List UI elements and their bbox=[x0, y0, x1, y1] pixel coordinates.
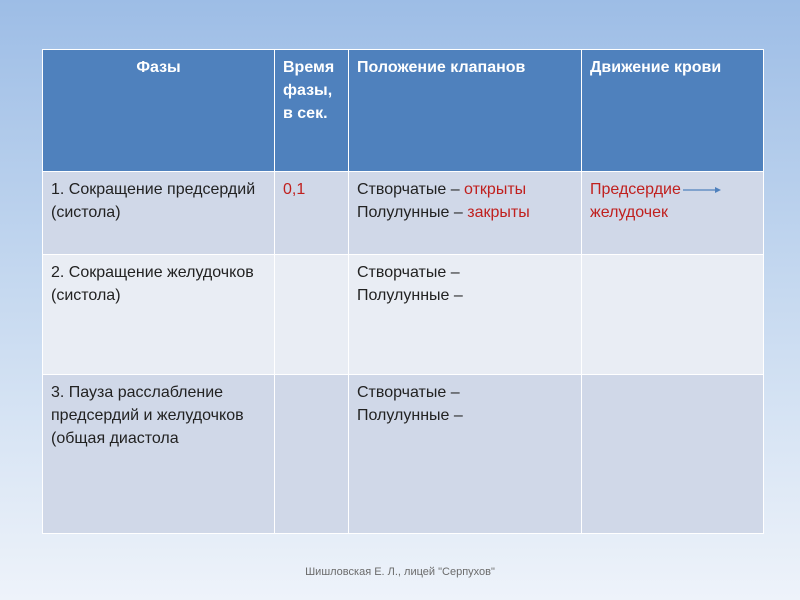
table-row bbox=[43, 375, 764, 534]
header-blood-flow: Движение крови bbox=[582, 50, 764, 172]
table-row bbox=[43, 255, 764, 375]
header-time: Время фазы, в сек. bbox=[275, 50, 349, 172]
phases-table-container bbox=[42, 49, 763, 533]
valves-cell bbox=[349, 375, 582, 534]
valve-label: Полулунные – bbox=[357, 407, 463, 424]
blood-flow-cell bbox=[582, 375, 764, 534]
valve-line bbox=[357, 201, 573, 224]
arrow-right-icon bbox=[683, 178, 721, 201]
time-cell: 0,1 bbox=[275, 172, 349, 255]
time-cell bbox=[275, 375, 349, 534]
valve-label: Створчатые – bbox=[357, 264, 460, 281]
blood-flow-to: желудочек bbox=[590, 204, 668, 222]
blood-flow-line bbox=[590, 178, 755, 201]
footer-credit: Шишловская Е. Л., лицей "Серпухов" bbox=[305, 566, 495, 578]
table-row bbox=[43, 172, 764, 255]
time-cell bbox=[275, 255, 349, 375]
valve-label: Полулунные – bbox=[357, 204, 468, 221]
valve-line bbox=[357, 178, 573, 201]
phase-cell: 3. Пауза расслабление предсердий и желудочков (общая диастола bbox=[43, 375, 275, 534]
header-valves: Положение клапанов bbox=[349, 50, 582, 172]
valve-label: Створчатые – bbox=[357, 181, 465, 198]
header-row bbox=[43, 50, 764, 172]
phase-cell: 2. Сокращение желудочков (систола) bbox=[43, 255, 275, 375]
heart-cycle-table bbox=[42, 49, 764, 534]
valve-label: Створчатые – bbox=[357, 384, 460, 401]
blood-flow-cell bbox=[582, 172, 764, 255]
valve-label: Полулунные – bbox=[357, 287, 463, 304]
valves-cell bbox=[349, 172, 582, 255]
phase-cell: 1. Сокращение предсердий (систола) bbox=[43, 172, 275, 255]
blood-flow-cell bbox=[582, 255, 764, 375]
valve-state: открыты bbox=[464, 181, 527, 198]
header-phases: Фазы bbox=[43, 50, 275, 172]
blood-flow-from: Предсердие bbox=[590, 181, 681, 198]
valves-cell bbox=[349, 255, 582, 375]
valve-state: закрыты bbox=[467, 204, 530, 221]
